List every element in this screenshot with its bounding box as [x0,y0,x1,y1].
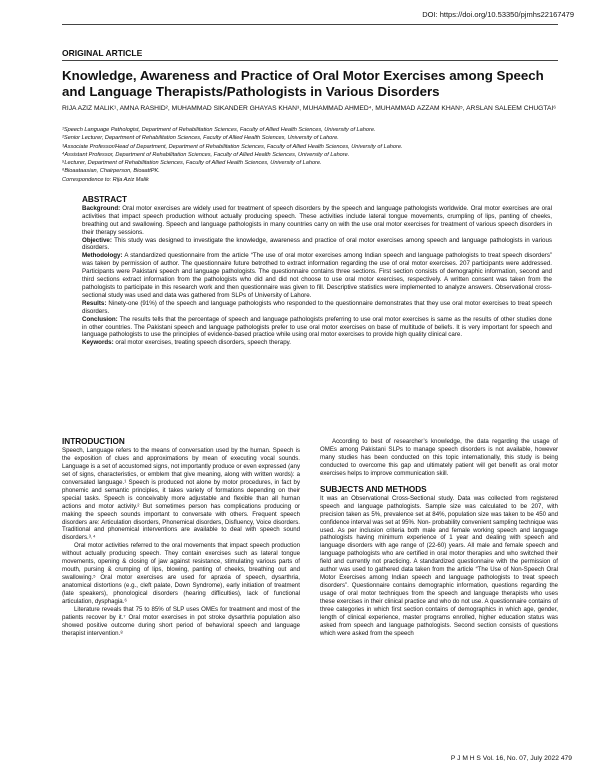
abstract-background [82,205,552,237]
affiliation: ²Senior Lecturer, Department of Rehabilitation Sciences, Faculty of Allied Health Sciences, University of Lahore. [62,135,339,142]
intro-paragraph: According to best of researcher’s knowledge, the data regarding the usage of OMEs among Pakistani SLPs to manage speech disorders is not available, however many studies has been conducted on this topic internationally, this study is being conducted to overcome this gap and ultimately patient will get benefit as oral motor exercises helps to improve communication skill. [320,438,558,477]
results-text: Ninety-one (91%) of the speech and language pathologists who responded to the questionnaire demonstrates that they use oral motor exercises to treat speech disorders. [82,299,552,315]
doi-link[interactable]: DOI: https://doi.org/10.53350/pjmhs22167479 [422,10,574,19]
intro-paragraph: Oral motor activities referred to the oral movements that impact speech production without actually producing speech. They contain exercises such as lateral tongue movements, opening & closing of jaw against resistance, stimulating various parts of mouth, pursing & crumping of lips, blowing, panting of cheeks, breathing out and swallowing.⁵ Oral motor exercises are used for apraxia of speech, dysarthria, anatomical distortions (e.g., cleft palate, Down Syndrome), early initiation of treatment (late speakers), phonological disorders (hearing difficulties), lack of functional articulation, dysphagia.⁶ [62,542,300,606]
header-rule [62,60,558,61]
affiliation: ⁵Lecturer, Department of Rehabilitation Sciences, Faculty of Allied Health Sciences, University of Lahore. [62,160,322,167]
affiliations [62,126,562,184]
keywords-text: oral motor exercises, treating speech disorders, speech therapy. [115,339,292,347]
background-text: Oral motor exercises are widely used for treatment of speech disorders by the speech and language pathologists worldwide. Oral motor exercises are oral activities that impact speech production without actually producing speech. These activities include lateral tongue movements, crumpling of lips, panting of cheeks, breathing out and swallowing. Speech and language pathologists in many countries carry on with the use oral motor exercises for treatment of various speech disorders in their therapy sessions. [82,204,552,236]
objective-text: This study was designed to investigate the knowledge, awareness and practice of oral motor exercises among speech and language pathologists in various disorders. [82,236,553,252]
methods-heading: SUBJECTS AND METHODS [320,484,427,494]
background-label: Background: [82,204,121,212]
keywords-label: Keywords: [82,339,114,347]
methodology-text: A standardized questionnaire from the article “The use of oral motor exercises among Indian speech and language pathologists to treat speech disorders” was taken by permission of author. The questionnaire future betrothed to extract information regarding the use of oral motor exercises. 207 participants were addressed. Participants were Pakistani speech and language pathologists. The questionnaire contains three sections. First section consists of demographic information, second and third sections extract information from the pathologists who did and did not choose to use oral motor exercises, respectively. A written consent was taken from the pathologists to participate in this research work and then questionnaire was given to fill. Descriptive statistics were implemented to analyze answers. Observational cross-sectional study was used and data was gathered from SLPs of University of Lahore. [82,252,552,299]
affiliation: ³Associate Professor/Head of Department, Department of Rehabilitation Sciences, Faculty of Allied Health Sciences, University of Lahore. [62,143,403,150]
affiliation: ¹Speech Language Pathologist, Department of Rehabilitation Sciences, Faculty of Allied Health Sciences, University of Lahore. [62,127,376,133]
affiliation: ⁶Bioaataasian, Chairperson, BioaattPK. [62,168,160,175]
methodology-label: Methodology: [82,252,123,260]
author-list: RIJA AZIZ MALIK¹, AMNA RASHID², MUHAMMAD SIKANDER GHAYAS KHAN³, MUHAMMAD AHMED⁴, MUHAMMAD AZZAM KHAN⁵, ARSLAN SALEEM CHUGTAI⁶ [62,105,557,112]
correspondence: Correspondence to: Rija Aziz Malik [62,176,149,183]
intro-paragraph: Literature reveals that 75 to 85% of SLP uses OMEs for treatment and most of the patients recover by it.⁷ Oral motor exercises in pot stroke dysarthria population also showed positive outcome during short period of behavioral speech and language therapist intervention.⁸ [62,606,300,637]
intro-paragraph: Speech, Language refers to the means of conversation used by the human. Speech is the exposition of clues and approximations by mean of executing vocal sounds. Language is a set of accustomed signs, not importantly produce or even expressed (any set of signs, characteristics, or emblem that give meaning, along with written words): a conversated language.¹ Speech is produced not alone by motor procedures, in fact by phonemic and semantic principles, it takes variety of formations depending on their special tasks. Speech is conceivably more adjustable and flexible than all human actions and motor activity.² But sometimes person has complications producing or making the speech sounds important to conversate with others. Frequent speech disorders are: Articulation disorders, Phonemical disorders, Disfluency, Voice disorders. Traditional and phonemical interventions are available to deal with speech sound disorders.³˒⁴ [62,446,300,542]
results-label: Results: [82,299,107,307]
introduction-heading: INTRODUCTION [62,437,125,446]
left-column [62,438,300,638]
abstract-conclusion [82,316,552,340]
right-column [320,438,558,638]
abstract-methodology [82,252,552,299]
top-rule [62,24,558,25]
paper-title: Knowledge, Awareness and Practice of Oral Motor Exercises among Speech and Language Therapists/Pathologists in Various Disorders [62,68,544,99]
objective-label: Objective: [82,236,112,244]
abstract-keywords [82,339,552,347]
abstract-heading: ABSTRACT [82,195,128,204]
page-footer: P J M H S Vol. 16, No. 07, July 2022 479 [450,755,572,762]
abstract-objective [82,237,552,253]
affiliation: ⁴Assistant Professor, Department of Rehabilitation Sciences, Faculty of Allied Health Sciences, University of Lahore. [62,151,350,158]
abstract [82,196,552,347]
conclusion-text: The results tells that the percentage of speech and language pathologists preferring to use oral motor exercises is same as the results of other studies done in other countries. The Pakistani speech and language pathologists prefer to use oral motor exercises on base of multitude of beliefs. It is very important for speech and language pathologists to use the principles of evidence-based practice while using oral motor exercises to provide high quality clinical care. [82,315,552,339]
article-type: ORIGINAL ARTICLE [62,48,143,58]
conclusion-label: Conclusion: [82,315,118,323]
abstract-results [82,300,552,316]
methods-paragraph: It was an Observational Cross-Sectional study. Data was collected from registered speech and language pathologists. Sample size was calculated to be 207, with precision taken as 5%, prevalence set at 84%, population size was taken to be 450 and confidence interval was set at 95%. Non- probability convenient sampling technique was used. As per inclusion criteria both male and female working speech and language pathologists having minimum experience of 1 year and dealing with speech and language disorders with age range of (22-60) years. All male and female speech and language pathologists who are certified in oral motor therapies and who switched their field and currently not practicing. A standardized questionnaire with the permission of author was used to gathered data taken from the article “The Use of Non-Speech Oral Motor Exercises among Indian speech and language pathologists to treat speech disorders”. Questionnaire contains demographic information, questions regarding the usage of oral motor techniques from the speech and language therapists who uses these exercises in their clinical practice and who do not use. A questionnaire contains of three categories in which first section contains of demographics in which age, gender, length of clinical experience, master programs enrolled, higher education status was asked from speech and language pathologists. Second section consists of questions which were asked from the speech [320,494,558,637]
